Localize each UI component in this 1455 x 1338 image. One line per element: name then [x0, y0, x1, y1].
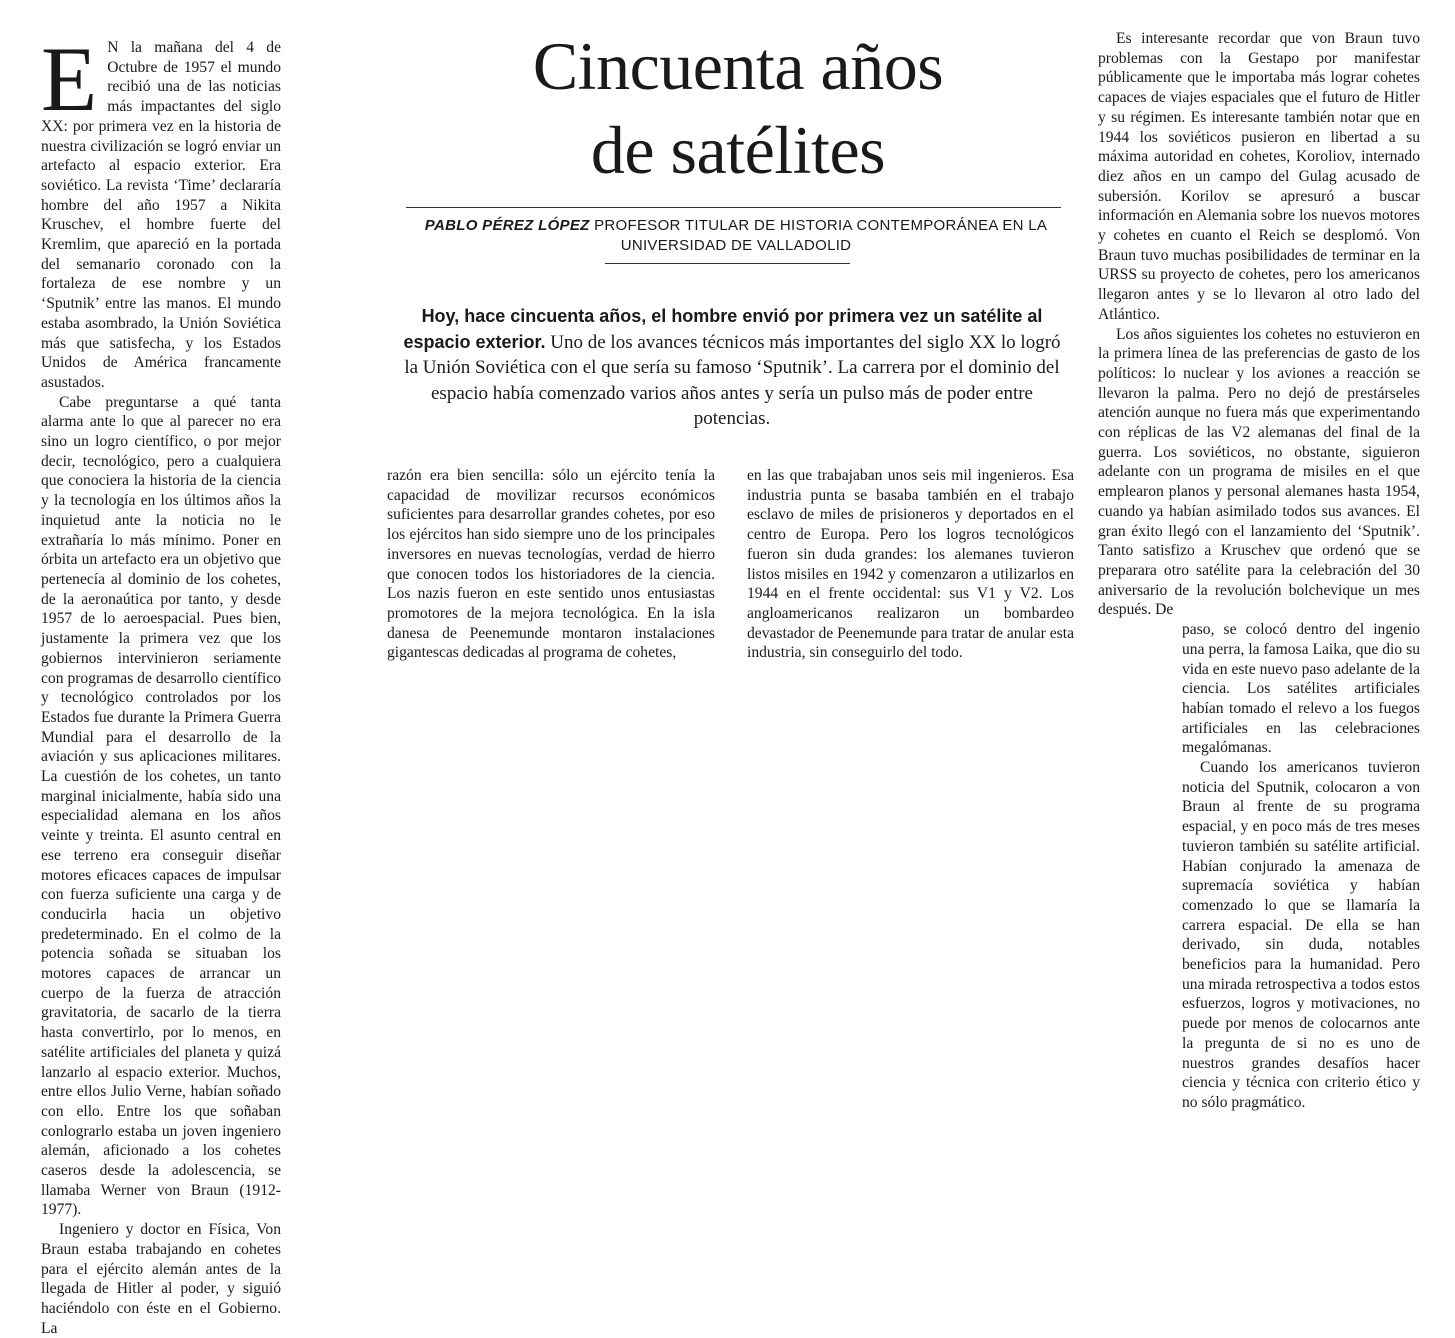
- article-lead: [398, 304, 1066, 432]
- col3-paragraph: en las que trabajaban unos seis mil ingenieros. Esa industria punta se basaba también en el trabajo esclavo de miles de prisioneros y deportados en el centro de Europa. Pero los logros tecnológicos fueron sin duda grandes: los alemanes tuvieron listos misiles en 1942 y comenzaron a utilizarlos en 1944 en el frente occidental: sus V1 y V2. Los angloamericanos realizaron un bombardeo devastador de Peenemunde para tratar de anular esta industria, sin conseguirlo del todo.: [747, 467, 1074, 662]
- byline-rule-bottom: [605, 263, 850, 264]
- col4-paragraph-3: Cuando los americanos tuvieron noticia del Sputnik, colocaron a von Braun al frente de su programa espacial, y en poco más de tres meses tuvieron también su satélite artificial. Habían conjurado la amenaza de supremacía soviética y habían comenzado lo que se llamaría la carrera espacial. De ella se han derivado, sin duda, notables beneficios para la humanidad. Pero una mirada retrospectiva a todos estos esfuerzos, logros y motivaciones, no puede por menos de colocarnos ante la pregunta de si no es uno de nuestros grandes desafíos hacer ciencia y técnica con criterio ético y no sólo pragmático.: [1182, 759, 1420, 1111]
- col1-paragraph-2: Cabe preguntarse a qué tanta alarma ante lo que al parecer no era sino un logro científico, o por mejor decir, tecnológico, pero a cualquiera que conociera la historia de la ciencia y la tecnología en los últimos años la inquietud ante la noticia no le extrañaría lo más mínimo. Poner en órbita un artefacto era un objetivo que pertenecía al dominio de los cohetes, de la aeronaútica por tanto, y desde 1957 de lo aeroespacial. Pues bien, justamente la primera vez que los gobiernos intervinieron seriamente con programas de desarrollo científico y tecnológico controlados por los Estados fue durante la Primera Guerra Mundial para el desarrollo de la aviación y sus aplicaciones militares. La cuestión de los cohetes, un tanto marginal inicialmente, había sido una especialidad alemana en los años veinte y treinta. El asunto central en ese terreno era conseguir diseñar motores eficaces capaces de impulsar con fuerza suficiente una carga y de conducirla hacia un objetivo predeterminado. En el colmo de la potencia soñada se situaban los motores capaces de arrancar un cuerpo de la fuerza de atracción gravitatoria, de sacarlo de la tierra hasta convertirlo, por lo menos, en satélite artificiales del planeta y quizá lanzarlo al espacio exterior. Muchos, entre ellos Julio Verne, habían soñado con ello. Entre los que soñaban conlograrlo estaba un joven ingeniero alemán, aficionado a los cohetes caseros desde la adolescencia, se llamaba Werner von Braun (1912-1977).: [41, 393, 281, 1219]
- article-column-3: [747, 466, 1074, 663]
- byline-author: PABLO PÉREZ LÓPEZ: [424, 217, 590, 234]
- lead-bold-text: Hoy, hace cincuenta años, el hombre envió por primera vez un satélite al espacio exterior.: [403, 306, 1043, 352]
- col4-paragraph-1: Es interesante recordar que von Braun tuvo problemas con la Gestapo por manifestar públicamente que le importaba más lograr cohetes capaces de viajes espaciales que el futuro de Hitler y su régimen. Es interesante también notar que en 1944 los soviéticos pusieron en libertad a su máxima autoridad en cohetes, Koroliov, internado diez años en un campo del Gulag acusado de subersión. Korilov se apresuró a buscar información en Alemania sobre los nuevos motores y cohetes en cuanto el Reich se desplomó. Von Braun tuvo muchas posibilidades de terminar en la URSS su proyecto de cohetes, pero los americanos llegaron antes y se lo llevaron al otro lado del Atlántico.: [1098, 30, 1420, 323]
- byline-rule-top: [406, 207, 1061, 208]
- col1-paragraph-1-text: N la mañana del 4 de Octubre de 1957 el mundo recibió una de las noticias más impactantes del siglo XX: por primera vez en la historia de nuestra civilización se logró enviar un artefacto al espacio exterior. Era soviético. La revista ‘Time’ declararía hombre del año 1957 a Nikita Kruschev, el hombre fuerte del Kremlim, que apareció en la portada del semanario coronado con la fortaleza de ese nombre y un ‘Sputnik’ entre las manos. El mundo estaba asombrado, la Unión Soviética más que satisfecha, y los Estados Unidos de América francamente asustados.: [41, 39, 281, 391]
- article-title: [438, 24, 1038, 192]
- title-line-1: Cincuenta años: [532, 28, 944, 104]
- article-column-2: [387, 466, 715, 663]
- col1-paragraph-1: [41, 28, 281, 393]
- lead-text: Uno de los avances técnicos más importantes del siglo XX lo logró la Unión Soviética con el que sería su famoso ‘Sputnik’. La carrera por el dominio del espacio había comenzado varios años antes y sería un pulso más de poder entre potencias.: [404, 331, 1061, 429]
- byline-role: PROFESOR TITULAR DE HISTORIA CONTEMPORÁNEA EN LA UNIVERSIDAD DE VALLADOLID: [594, 217, 1048, 254]
- col1-paragraph-3: Ingeniero y doctor en Física, Von Braun estaba trabajando en cohetes para el ejército alemán antes de la llegada de Hitler al poder, y siguió haciéndolo con éste en el Gobierno. La: [41, 1221, 281, 1337]
- drop-cap: E: [41, 28, 98, 130]
- title-line-2: de satélites: [590, 112, 886, 188]
- col2-paragraph: razón era bien sencilla: sólo un ejército tenía la capacidad de movilizar recursos económicos suficientes para desarrollar grandes cohetes, por eso los ejércitos han sido siempre uno de los principales inversores en nuevas tecnologías, verdad de hierro que conocen todos los historiadores de la ciencia. Los nazis fueron en este sentido unos entusiastas promotores de la mejora tecnológica. En la isla danesa de Peenemunde montaron instalaciones gigantescas dedicadas al programa de cohetes,: [387, 467, 715, 662]
- col4-paragraph-2-continued: paso, se colocó dentro del ingenio una perra, la famosa Laika, que dio su vida en este nuevo paso adelante de la ciencia. Los satélites artificiales habían tomado el relevo a los fuegos artificiales en las celebraciones megalómanas.: [1182, 621, 1420, 757]
- article-column-4: [1098, 29, 1420, 1113]
- col4-paragraph-2: Los años siguientes los cohetes no estuvieron en la primera línea de las preferencias de gasto de los políticos: lo nuclear y los aviones a reacción se llevaron la palma. Pero no dejó de prestárseles atención aunque no fuera más que experimentando con réplicas de las V2 alemanas del final de la guerra. Los soviéticos, no obstante, siguieron adelante con un programa de misiles en el que emplearon planos y personal alemanes hasta 1954, cuando ya habían asimilado todos sus avances. El gran éxito llegó con el lanzamiento del ‘Sputnik’. Tanto satisfizo a Kruschev que ordenó que se preparara otro satélite para la celebración del 30 aniversario de la revolución bolchevique un mes después. De: [1098, 325, 1420, 619]
- col4-indented-block: [1098, 620, 1420, 1113]
- byline: [406, 216, 1066, 256]
- article-column-1: [41, 28, 281, 1338]
